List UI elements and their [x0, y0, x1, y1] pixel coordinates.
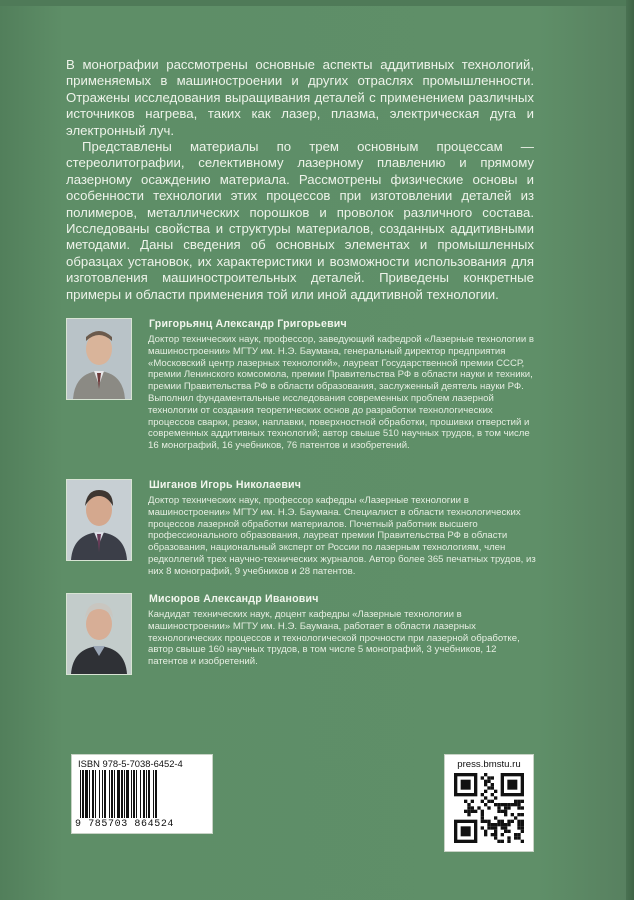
publisher-url: press.bmstu.ru [457, 759, 521, 770]
abstract-paragraph-2: Представлены материалы по трем основным процессам — стереолитографии, селективному лазерному плавлению и прямому лазерному осаждению материала. Рассмотрены физические основы и особенности технологии этих процессов при изготовлении деталей из полимеров, металлических порошков и проволок различного состава. Исследованы свойства и структуры материалов, созданных аддитивными методами. Даны сведения об основных элементах и промышленных образцах установок, их характеристики и возможности использования для изготовления машиностроительных деталей. Приведены конкретные примеры и области применения той или иной аддитивной технологии. [66, 139, 534, 302]
author-name-misyurov: Мисюров Александр Иванович [149, 593, 319, 605]
author-bio-misyurov [148, 609, 536, 668]
author-photo-grigoryants [66, 318, 132, 400]
cover-spine-edge [626, 0, 634, 900]
author-name-grigoryants: Григорьянц Александр Григорьевич [149, 318, 347, 330]
cover-top-edge [0, 0, 634, 6]
isbn-barcode-box [71, 754, 213, 834]
author-bio-paragraph: Кандидат технических наук, доцент кафедры «Лазерные технологии в машиностроении» МГТУ им. Н.Э. Баумана, работает в области лазерных технологических процессов и технологической прочности при лазерной обработке, автор свыше 160 научных трудов, в том числе 5 монографий, 3 учебников, 12 патентов и изобретений. [148, 609, 520, 668]
qr-code-box [444, 754, 534, 852]
abstract-paragraph-1: В монографии рассмотрены основные аспекты аддитивных технологий, применяемых в машиностроении и других отраслях промышленности. Отражены исследования выращивания деталей с применением различных источников нагрева, таких как лазер, плазма, электрическая дуга и электронный луч. [66, 57, 534, 138]
isbn-digits: 9 785703 864524 [75, 819, 175, 830]
isbn-label: ISBN 978-5-7038-6452-4 [78, 758, 183, 769]
barcode-icon [80, 770, 204, 818]
author-photo-shiganov [66, 479, 132, 561]
author-bio-grigoryants [148, 334, 536, 452]
author-bio-paragraph: Выполнил фундаментальные исследования современных проблем лазерной технологии от создания теоретических основ до разработки технологических процессов сварки, резки, наплавки, поверхностной обработки, прошивки отверстий и современных аддитивных технологий; автор свыше 510 научных трудов, в том числе 16 монографий, 16 учебников, 76 патентов и изобретений. [148, 392, 530, 452]
author-bio-paragraph: Доктор технических наук, профессор, заведующий кафедрой «Лазерные технологии в машиностроении» МГТУ им. Н.Э. Баумана, генеральный директор предприятия «Московский центр лазерных технологий», лауреат Государственной премии СССР, премии Ленинского комсомола, премии Правительства РФ в области науки и техники, премии Правительства РФ в области образования, заслуженный деятель науки РФ. [148, 334, 534, 393]
book-abstract [66, 57, 534, 303]
author-name-shiganov: Шиганов Игорь Николаевич [149, 479, 302, 491]
author-bio-paragraph: Доктор технических наук, профессор кафедры «Лазерные технологии в машиностроении» МГТУ им. Н.Э. Баумана. Специалист в области технологических процессов лазерной обработки материалов. Почетный работник высшего профессионального образования, лауреат премии Правительства РФ в области образования, национальный эксперт от России по лазерным технологиям, член редколлегий трех научно-технических журналов. Автор более 365 печатных трудов, из них 8 монографий, 9 учебников и 28 патентов. [148, 495, 536, 577]
author-bio-shiganov [148, 495, 536, 578]
author-photo-misyurov [66, 593, 132, 675]
qr-code-icon [454, 773, 524, 843]
